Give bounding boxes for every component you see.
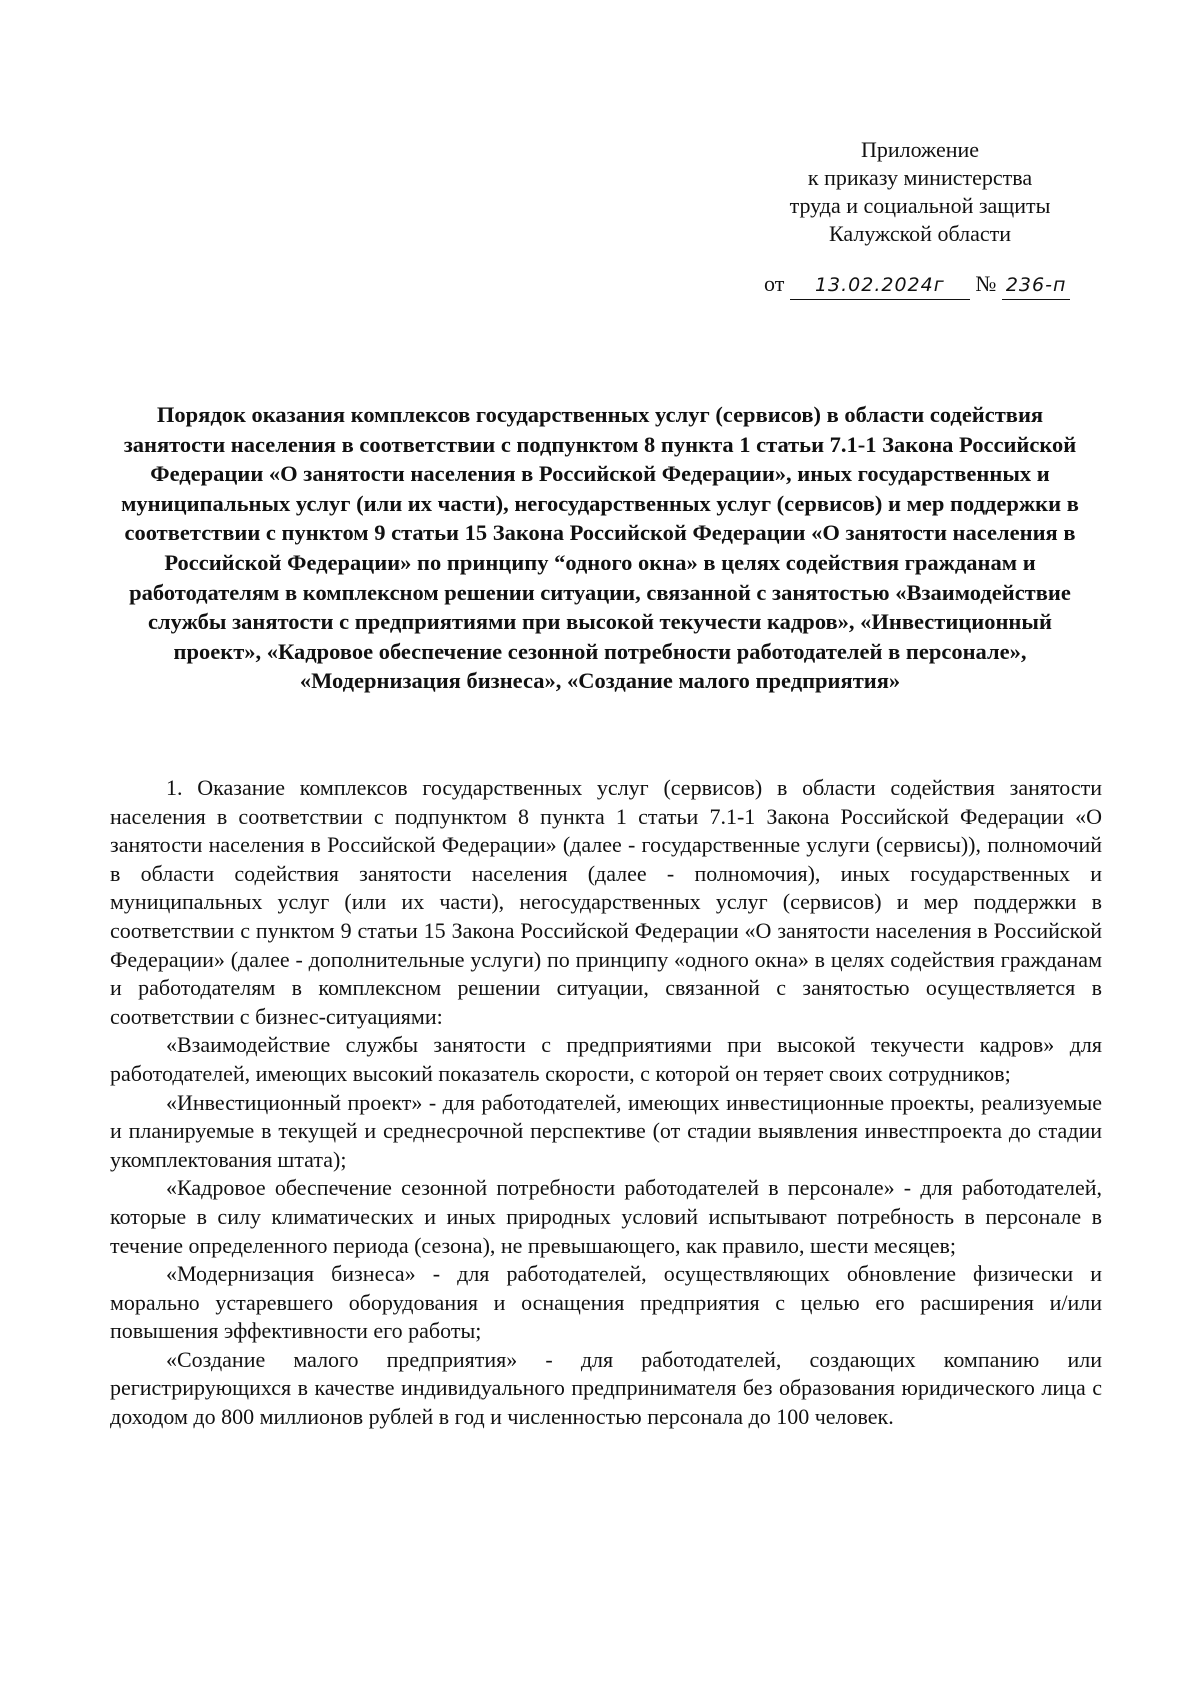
appendix-line: труда и социальной защиты (789, 193, 1051, 218)
order-number-label: № (975, 271, 997, 296)
paragraph-1: 1. Оказание комплексов государственных услуг (сервисов) в области содействия занятости населения в соответствии с подпунктом 8 пункта 1 статьи 7.1-1 Закона Российской Федерации «О занятости населения в Российской Федерации» (далее - государственные услуги (сервисы)), полномочий в области содействия занятости населения (далее - полномочия), иных государственных и муниципальных услуг (или их части), негосударственных услуг (сервисов) и мер поддержки в соответствии с пунктом 9 статьи 15 Закона Российской Федерации «О занятости населения в Российской Федерации» (далее - дополнительные услуги) по принципу «одного окна» в целях содействия гражданам и работодателям в комплексном решении ситуации, связанной с занятостью осуществляется в соответствии с бизнес-ситуациями: (110, 775, 1102, 1029)
document-body (110, 774, 1102, 1432)
appendix-header (760, 136, 1080, 248)
appendix-line: к приказу министерства (807, 165, 1033, 190)
paragraph-seasonal: «Кадровое обеспечение сезонной потребности работодателей в персонале» - для работодателей, которые в силу климатических и иных природных условий испытывают потребность в персонале в течение определенного периода (сезона), не превышающего, как правило, шести месяцев; (110, 1175, 1102, 1258)
order-date-handwritten: 13.02.2024г (790, 271, 970, 300)
paragraph-turnover: «Взаимодействие службы занятости с предприятиями при высокой текучести кадров» для работодателей, имеющих высокий показатель скорости, с которой он теряет своих сотрудников; (110, 1032, 1102, 1086)
order-reference (764, 270, 1070, 300)
order-from-label: от (764, 271, 785, 296)
appendix-line: Калужской области (829, 221, 1011, 246)
document-title: Порядок оказания комплексов государственных услуг (сервисов) в области содействия занятости населения в соответствии с подпунктом 8 пункта 1 статьи 7.1-1 Закона Российской Федерации «О занятости населения в Российской Федерации», иных государственных и муниципальных услуг (или их части), негосударственных услуг (сервисов) и мер поддержки в соответствии с пунктом 9 статьи 15 Закона Российской Федерации «О занятости населения в Российской Федерации» по принципу “одного окна» в целях содействия гражданам и работодателям в комплексном решении ситуации, связанной с занятостью «Взаимодействие службы занятости с предприятиями при высокой текучести кадров», «Инвестиционный проект», «Кадровое обеспечение сезонной потребности работодателей в персонале», «Модернизация бизнеса», «Создание малого предприятия» (121, 402, 1079, 694)
order-number-handwritten: 236-п (1002, 271, 1070, 300)
appendix-line: Приложение (860, 137, 980, 162)
paragraph-modernization: «Модернизация бизнеса» - для работодателей, осуществляющих обновление физически и морально устаревшего оборудования и оснащения предприятия с целью его расширения и/или повышения эффективности его работы; (110, 1261, 1102, 1344)
paragraph-small-business: «Создание малого предприятия» - для работодателей, создающих компанию или регистрирующихся в качестве индивидуального предпринимателя без образования юридического лица с доходом до 800 миллионов рублей в год и численностью персонала до 100 человек. (110, 1346, 1102, 1430)
paragraph-investment: «Инвестиционный проект» - для работодателей, имеющих инвестиционные проекты, реализуемые и планируемые в текущей и среднесрочной перспективе (от стадии выявления инвестпроекта до стадии укомплектования штата); (110, 1089, 1102, 1172)
